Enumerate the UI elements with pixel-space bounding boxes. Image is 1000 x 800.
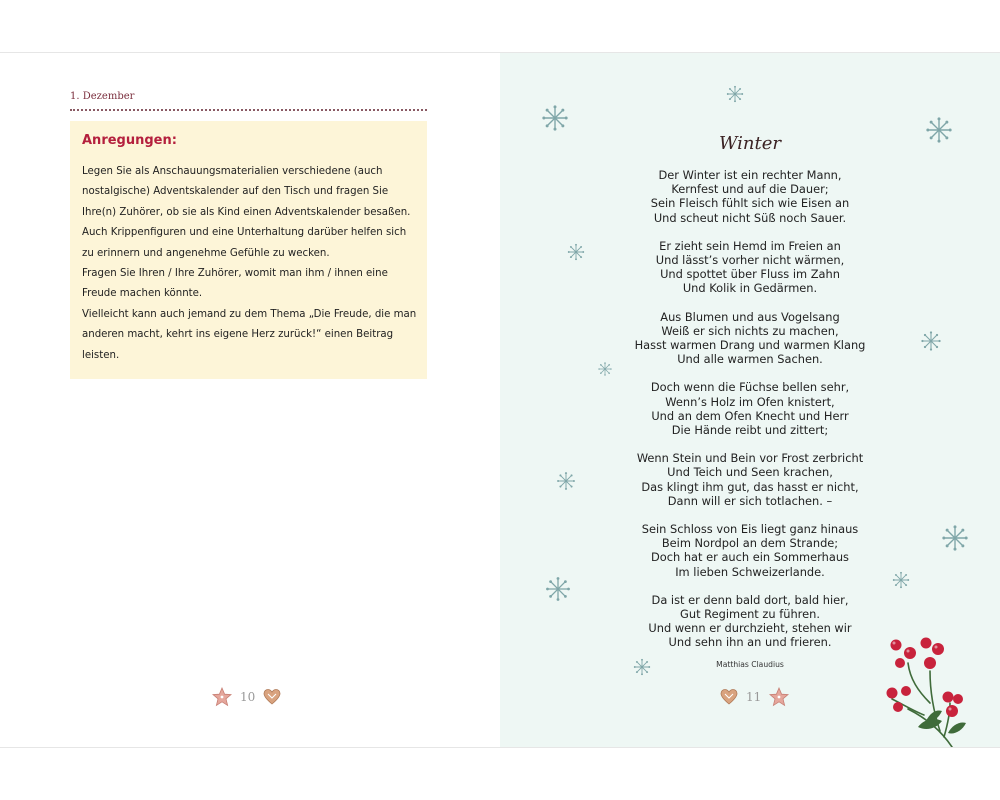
poem-line: Wenn Stein und Bein vor Frost zerbricht xyxy=(636,451,864,466)
poem-line: Und Teich und Seen krachen, xyxy=(667,465,833,480)
suggestion-line: Ihre(n) Zuhörer, ob sie als Kind einen Adventskalender besaßen. xyxy=(82,206,411,218)
stanza xyxy=(500,380,1000,437)
poem-author: Matthias Claudius xyxy=(716,660,784,669)
stanza xyxy=(500,168,1000,225)
snowflake-icon xyxy=(724,83,746,105)
right-page xyxy=(500,53,1000,747)
suggestion-line: anderen macht, kehrt ins eigene Herz zurück!“ einen Beitrag xyxy=(82,329,394,341)
snowflake-icon xyxy=(538,101,572,135)
poem-line: Da ist er denn bald dort, bald hier, xyxy=(651,592,849,607)
suggestions-box xyxy=(70,121,427,379)
left-page xyxy=(0,53,500,747)
stanza xyxy=(500,310,1000,367)
heart-cookie-icon xyxy=(263,688,281,706)
stanza xyxy=(500,522,1000,579)
poem-line: Und wenn er durchzieht, stehen wir xyxy=(648,621,852,636)
poem-line: Kernfest und auf die Dauer; xyxy=(671,182,829,197)
poem-line: Der Winter ist ein rechter Mann, xyxy=(658,168,842,182)
star-cookie-icon xyxy=(769,687,789,707)
heart-cookie-icon xyxy=(720,688,738,706)
suggestion-line: Auch Krippenfiguren und eine Unterhaltung darüber helfen sich xyxy=(82,227,407,239)
poem-line: Und lässt’s vorher nicht wärmen, xyxy=(655,253,845,268)
poem-line: Im lieben Schweizerlande. xyxy=(675,564,825,579)
suggestions-title: Anregungen: xyxy=(82,133,177,148)
suggestion-line: zu erinnern und angenehme Gefühle zu wecken. xyxy=(82,247,330,259)
poem-line: Weiß er sich nichts zu machen, xyxy=(661,323,839,338)
page-number: 10 xyxy=(240,690,256,704)
page-footer-right xyxy=(720,687,789,707)
suggestion-line: Fragen Sie Ihren / Ihre Zuhörer, womit man ihm / ihnen eine xyxy=(82,268,388,280)
suggestion-line: Legen Sie als Anschauungsmaterialien verschiedene (auch xyxy=(82,166,383,177)
poem-line: Dann will er sich totlachen. – xyxy=(667,493,833,508)
poem-line: Und sehn ihn an und frieren. xyxy=(668,635,832,650)
poem-line: Hasst warmen Drang und warmen Klang xyxy=(634,338,866,353)
poem-line: Und alle warmen Sachen. xyxy=(677,352,823,367)
poem-line: Die Hände reibt und zittert; xyxy=(671,423,829,438)
poem-line: Sein Schloss von Eis liegt ganz hinaus xyxy=(641,522,859,537)
poem-line: Sein Fleisch fühlt sich wie Eisen an xyxy=(650,196,850,211)
dotted-divider xyxy=(70,109,427,111)
poem-line: Das klingt ihm gut, das hasst er nicht, xyxy=(641,479,859,494)
poem-line: Und spottet über Fluss im Zahn xyxy=(660,267,840,282)
poem-line: Doch wenn die Füchse bellen sehr, xyxy=(650,380,850,395)
poem-line: Gut Regiment zu führen. xyxy=(680,607,820,622)
book-spread xyxy=(0,52,1000,748)
stanza xyxy=(500,239,1000,296)
poem-line: Aus Blumen und aus Vogelsang xyxy=(660,309,840,324)
poem-line: Und an dem Ofen Knecht und Herr xyxy=(651,408,849,423)
star-cookie-icon xyxy=(212,687,232,707)
poem-line: Er zieht sein Hemd im Freien an xyxy=(659,238,841,253)
poem-line: Und Kolik in Gedärmen. xyxy=(682,281,818,296)
page-number: 11 xyxy=(746,690,762,704)
suggestion-line: Vielleicht kann auch jemand zu dem Thema „Die Freude, die man xyxy=(82,308,417,320)
poem-title: Winter xyxy=(718,133,782,154)
suggestion-line: nostalgische) Adventskalender auf den Tisch und fragen Sie xyxy=(82,186,389,198)
page-footer-left xyxy=(212,687,281,707)
suggestion-line: leisten. xyxy=(82,349,120,361)
poem xyxy=(500,168,1000,664)
poem-line: Doch hat er auch ein Sommerhaus xyxy=(651,550,849,565)
stanza xyxy=(500,451,1000,508)
poem-line: Und scheut nicht Süß noch Sauer. xyxy=(653,210,847,225)
suggestion-line: Freude machen könnte. xyxy=(82,288,203,300)
holly-berry-branch-icon xyxy=(878,633,968,747)
poem-line: Wenn’s Holz im Ofen knistert, xyxy=(665,394,835,409)
poem-line: Beim Nordpol an dem Strande; xyxy=(661,536,839,551)
running-head: 1. Dezember xyxy=(70,91,135,102)
